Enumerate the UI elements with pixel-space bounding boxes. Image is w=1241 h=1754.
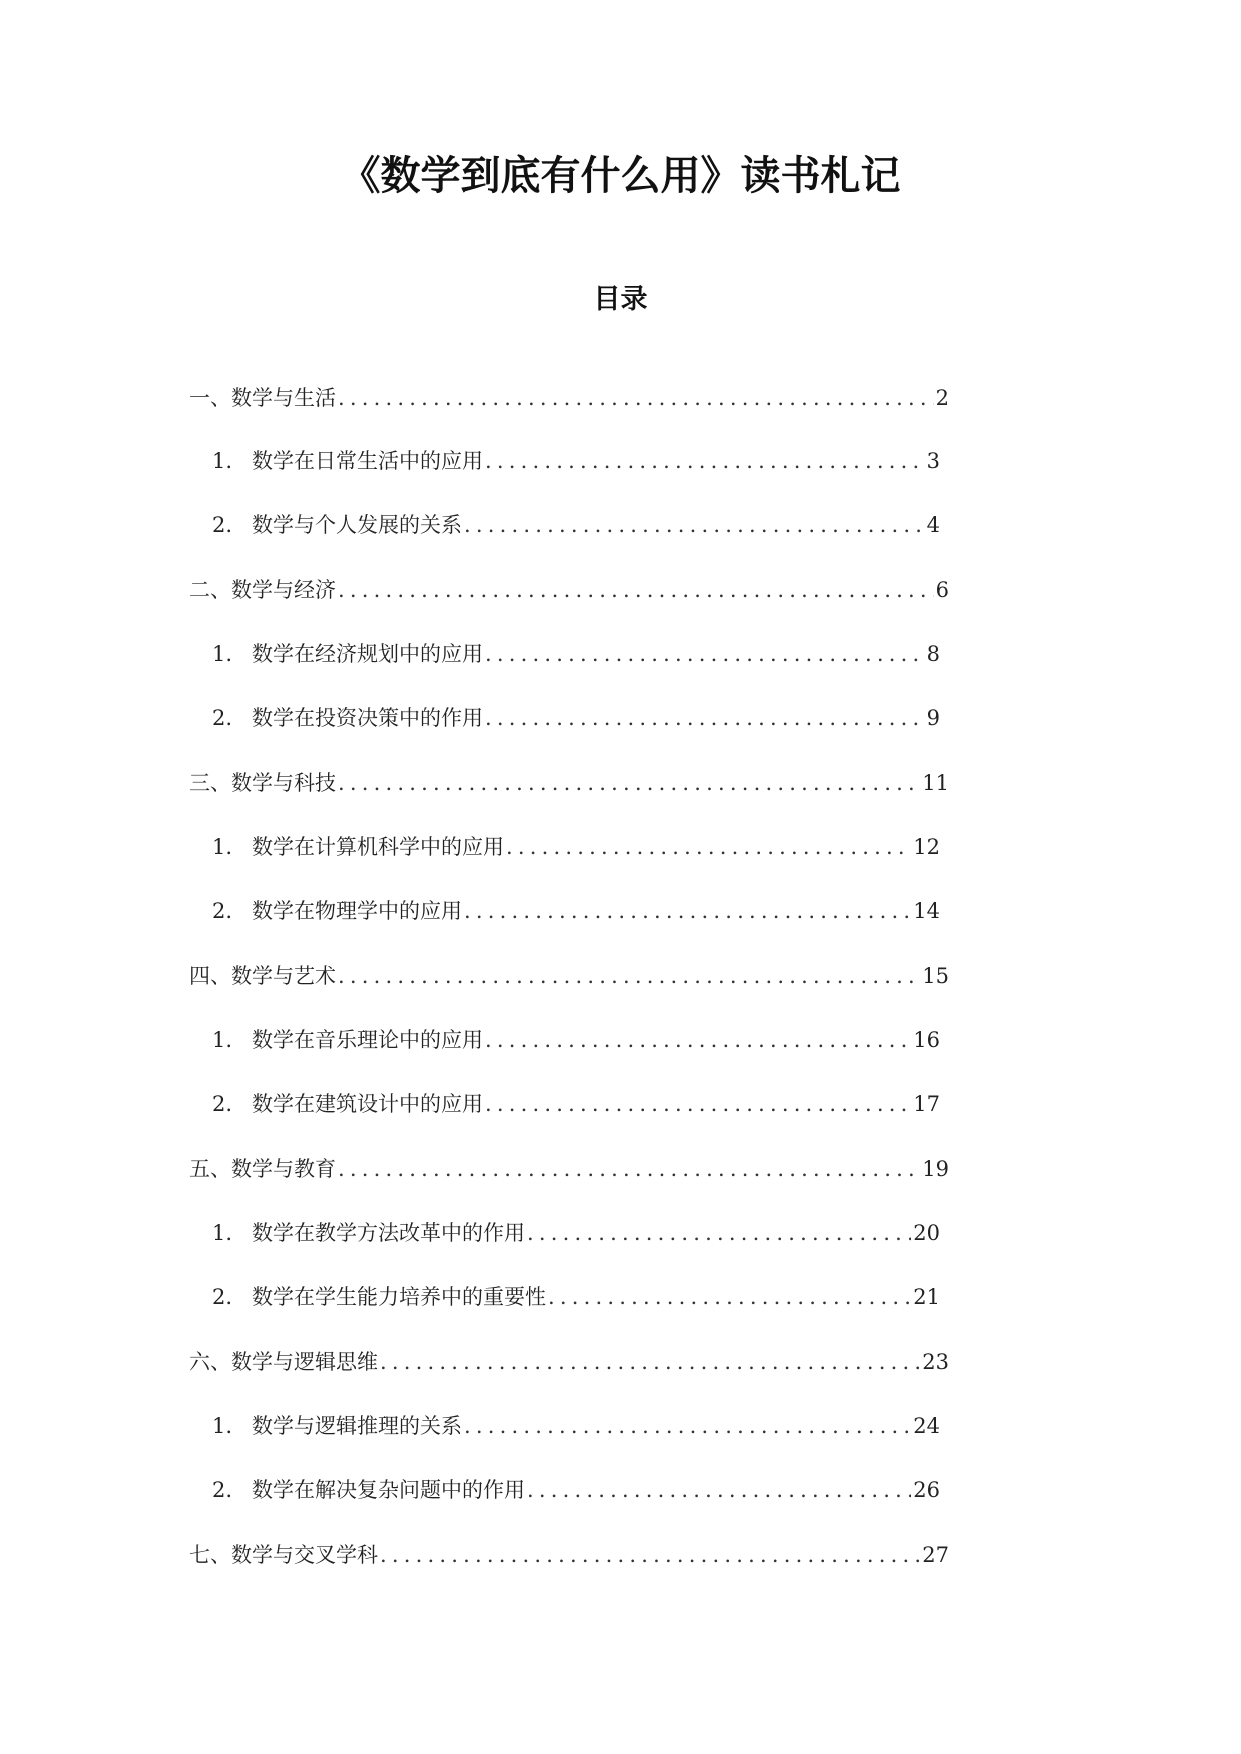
toc-entry-title: 二、数学与经济 xyxy=(189,578,336,602)
toc-section-1-1[interactable] xyxy=(212,443,940,479)
toc-page-number: 4 xyxy=(926,513,940,537)
toc-chapter-2[interactable] xyxy=(189,572,949,608)
toc-dot-leader xyxy=(336,1151,920,1187)
toc-dot-leader xyxy=(525,1472,911,1508)
toc-dot-leader xyxy=(483,636,925,672)
toc-entry-title: 六、数学与逻辑思维 xyxy=(189,1350,378,1374)
toc-chapter-1[interactable] xyxy=(189,380,949,416)
toc-page-number: 14 xyxy=(913,899,940,923)
toc-dot-leader xyxy=(483,1022,911,1058)
toc-section-5-1[interactable] xyxy=(212,1215,940,1251)
toc-section-1-2[interactable] xyxy=(212,507,940,543)
toc-section-number: 2. xyxy=(212,1092,233,1116)
toc-page-number: 20 xyxy=(913,1221,940,1245)
toc-page-number: 12 xyxy=(913,835,940,859)
toc-page-number: 6 xyxy=(935,578,949,602)
toc-entry-title: 三、数学与科技 xyxy=(189,771,336,795)
document-title: 《数学到底有什么用》读书札记 xyxy=(340,153,901,199)
toc-section-4-2[interactable] xyxy=(212,1086,940,1122)
toc-page-number: 3 xyxy=(926,449,940,473)
toc-section-number: 1. xyxy=(212,449,233,473)
toc-dot-leader xyxy=(336,572,934,608)
toc-page-number: 15 xyxy=(922,964,949,988)
toc-page-number: 2 xyxy=(935,386,949,410)
toc-section-4-1[interactable] xyxy=(212,1022,940,1058)
toc-page-number: 23 xyxy=(922,1350,949,1374)
toc-dot-leader xyxy=(483,1086,911,1122)
toc-dot-leader xyxy=(378,1344,920,1380)
toc-heading: 目录 xyxy=(593,284,648,315)
toc-section-number: 1. xyxy=(212,1028,233,1052)
toc-section-number: 1. xyxy=(212,642,233,666)
toc-dot-leader xyxy=(525,1215,911,1251)
toc-page-number: 16 xyxy=(913,1028,940,1052)
toc-dot-leader xyxy=(462,507,925,543)
toc-chapter-3[interactable] xyxy=(189,765,949,801)
toc-dot-leader xyxy=(462,893,911,929)
toc-page-number: 26 xyxy=(913,1478,940,1502)
toc-dot-leader xyxy=(462,1408,911,1444)
toc-section-number: 1. xyxy=(212,835,233,859)
toc-page-number: 8 xyxy=(926,642,940,666)
toc-section-number: 1. xyxy=(212,1221,233,1245)
toc-section-number: 2. xyxy=(212,513,233,537)
toc-dot-leader xyxy=(336,380,934,416)
toc-dot-leader xyxy=(336,958,920,994)
toc-section-5-2[interactable] xyxy=(212,1279,940,1315)
toc-entry-title: 四、数学与艺术 xyxy=(189,964,336,988)
toc-page-number: 17 xyxy=(913,1092,940,1116)
toc-dot-leader xyxy=(336,765,920,801)
toc-page-number: 9 xyxy=(926,706,940,730)
toc-entry-title: 数学在建筑设计中的应用 xyxy=(252,1092,483,1116)
toc-entry-title: 数学在教学方法改革中的作用 xyxy=(252,1221,525,1245)
toc-entry-title: 五、数学与教育 xyxy=(189,1157,336,1181)
toc-entry-title: 数学在计算机科学中的应用 xyxy=(252,835,504,859)
toc-page-number: 27 xyxy=(922,1543,949,1567)
toc-page-number: 19 xyxy=(922,1157,949,1181)
toc-entry-title: 数学与逻辑推理的关系 xyxy=(252,1414,462,1438)
toc-section-number: 2. xyxy=(212,1478,233,1502)
toc-section-number: 2. xyxy=(212,1285,233,1309)
toc-page-number: 24 xyxy=(913,1414,940,1438)
toc-section-number: 2. xyxy=(212,706,233,730)
toc-entry-title: 数学在经济规划中的应用 xyxy=(252,642,483,666)
toc-dot-leader xyxy=(504,829,911,865)
toc-entry-title: 数学在学生能力培养中的重要性 xyxy=(252,1285,546,1309)
toc-dot-leader xyxy=(378,1537,920,1573)
toc-entry-title: 一、数学与生活 xyxy=(189,386,336,410)
toc-section-6-2[interactable] xyxy=(212,1472,940,1508)
toc-entry-title: 数学在日常生活中的应用 xyxy=(252,449,483,473)
toc-section-6-1[interactable] xyxy=(212,1408,940,1444)
toc-dot-leader xyxy=(483,443,925,479)
toc-section-3-1[interactable] xyxy=(212,829,940,865)
toc-chapter-4[interactable] xyxy=(189,958,949,994)
toc-entry-title: 数学在投资决策中的作用 xyxy=(252,706,483,730)
toc-dot-leader xyxy=(546,1279,911,1315)
toc-chapter-6[interactable] xyxy=(189,1344,949,1380)
toc-chapter-5[interactable] xyxy=(189,1151,949,1187)
toc-page-number: 21 xyxy=(913,1285,940,1309)
toc-section-2-1[interactable] xyxy=(212,636,940,672)
toc-entry-title: 数学与个人发展的关系 xyxy=(252,513,462,537)
toc-entry-title: 数学在物理学中的应用 xyxy=(252,899,462,923)
toc-entry-title: 七、数学与交叉学科 xyxy=(189,1543,378,1567)
toc-entry-title: 数学在音乐理论中的应用 xyxy=(252,1028,483,1052)
toc-section-2-2[interactable] xyxy=(212,700,940,736)
toc-section-3-2[interactable] xyxy=(212,893,940,929)
toc-page-number: 11 xyxy=(922,771,949,795)
toc-entry-title: 数学在解决复杂问题中的作用 xyxy=(252,1478,525,1502)
toc-section-number: 2. xyxy=(212,899,233,923)
toc-section-number: 1. xyxy=(212,1414,233,1438)
toc-chapter-7[interactable] xyxy=(189,1537,949,1573)
toc-dot-leader xyxy=(483,700,925,736)
